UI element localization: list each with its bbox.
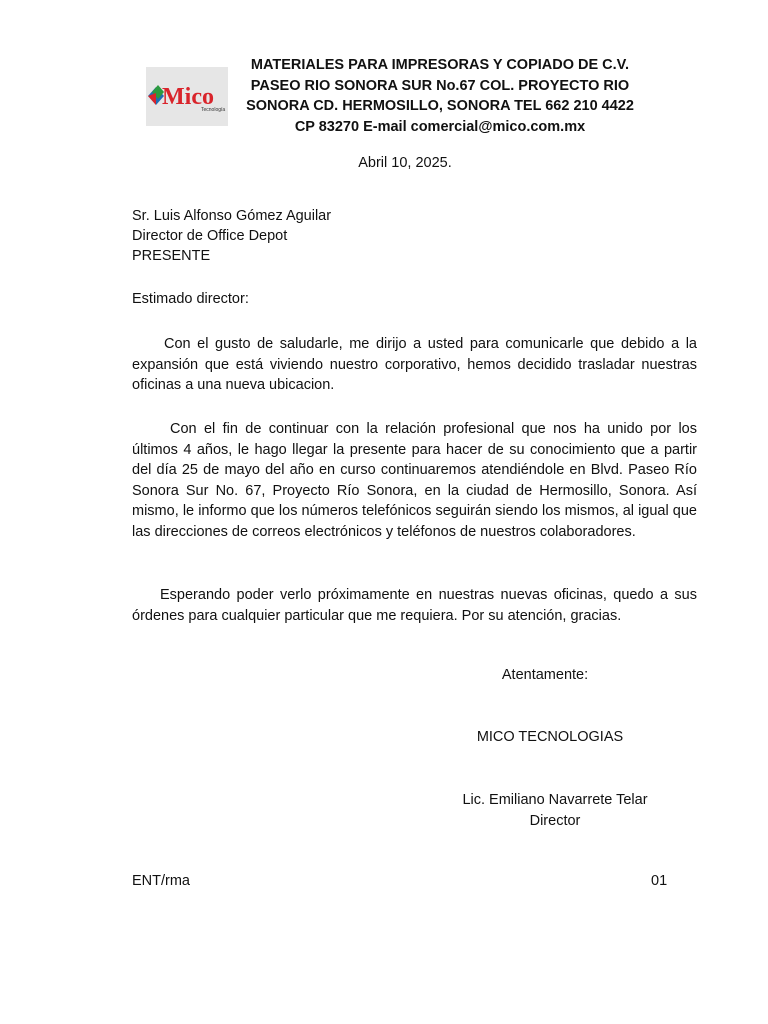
greeting: Estimado director:: [132, 291, 249, 307]
closing: Atentamente:: [501, 667, 589, 683]
recipient-block: [132, 206, 331, 266]
body-paragraph-3: Esperando poder verlo próximamente en nuestras nuevas oficinas, quedo a sus órdenes para cualquier particular que me requiera. Por su atención, gracias.: [132, 587, 697, 624]
company-logo: [146, 67, 228, 126]
reference-initials: ENT/rma: [132, 873, 190, 889]
letter-date: Abril 10, 2025.: [358, 155, 452, 171]
logo-tagline: Tecnología: [201, 107, 226, 113]
letterhead-line-city-phone: SONORA CD. HERMOSILLO, SONORA TEL 662 210 4422: [246, 98, 634, 114]
letterhead-text: [232, 55, 648, 137]
signature-block: [440, 790, 670, 832]
letterhead-line-company: MATERIALES PARA IMPRESORAS Y COPIADO DE C.V.: [250, 57, 630, 73]
signer-title: Director: [529, 813, 581, 829]
body-paragraph-2: Con el fin de continuar con la relación profesional que nos ha unido por los últimos 4 años, le hago llegar la presente para hacer de su conocimiento que a partir del día 25 de mayo del año en curso continuaremos atendiéndole en Blvd. Paseo Río Sonora Sur No. 67, Proyecto Río Sonora, en la ciudad de Hermosillo, Sonora. Así mismo, le informo que los números telefónicos seguirán siendo los mismos, al igual que las direcciones de correos electrónicos y teléfonos de nuestros colaboradores.: [132, 421, 697, 540]
signer-name: Lic. Emiliano Navarrete Telar: [462, 792, 648, 808]
letterhead-line-zip-email: CP 83270 E-mail comercial@mico.com.mx: [294, 118, 586, 135]
body-paragraph-1: Con el gusto de saludarle, me dirijo a usted para comunicarle que debido a la expansión que está viviendo nuestro corporativo, hemos decidido trasladar nuestras oficinas a una nueva ubicacion.: [132, 336, 697, 394]
page-number: 01: [651, 873, 668, 889]
recipient-presente: PRESENTE: [132, 248, 211, 264]
company-name: MICO TECNOLOGIAS: [476, 729, 624, 745]
recipient-name: Sr. Luis Alfonso Gómez Aguilar: [132, 208, 332, 224]
logo-wordmark: Mico: [162, 84, 214, 110]
letterhead-line-address: PASEO RIO SONORA SUR No.67 COL. PROYECTO RIO: [250, 77, 630, 94]
recipient-title: Director de Office Depot: [132, 228, 288, 244]
